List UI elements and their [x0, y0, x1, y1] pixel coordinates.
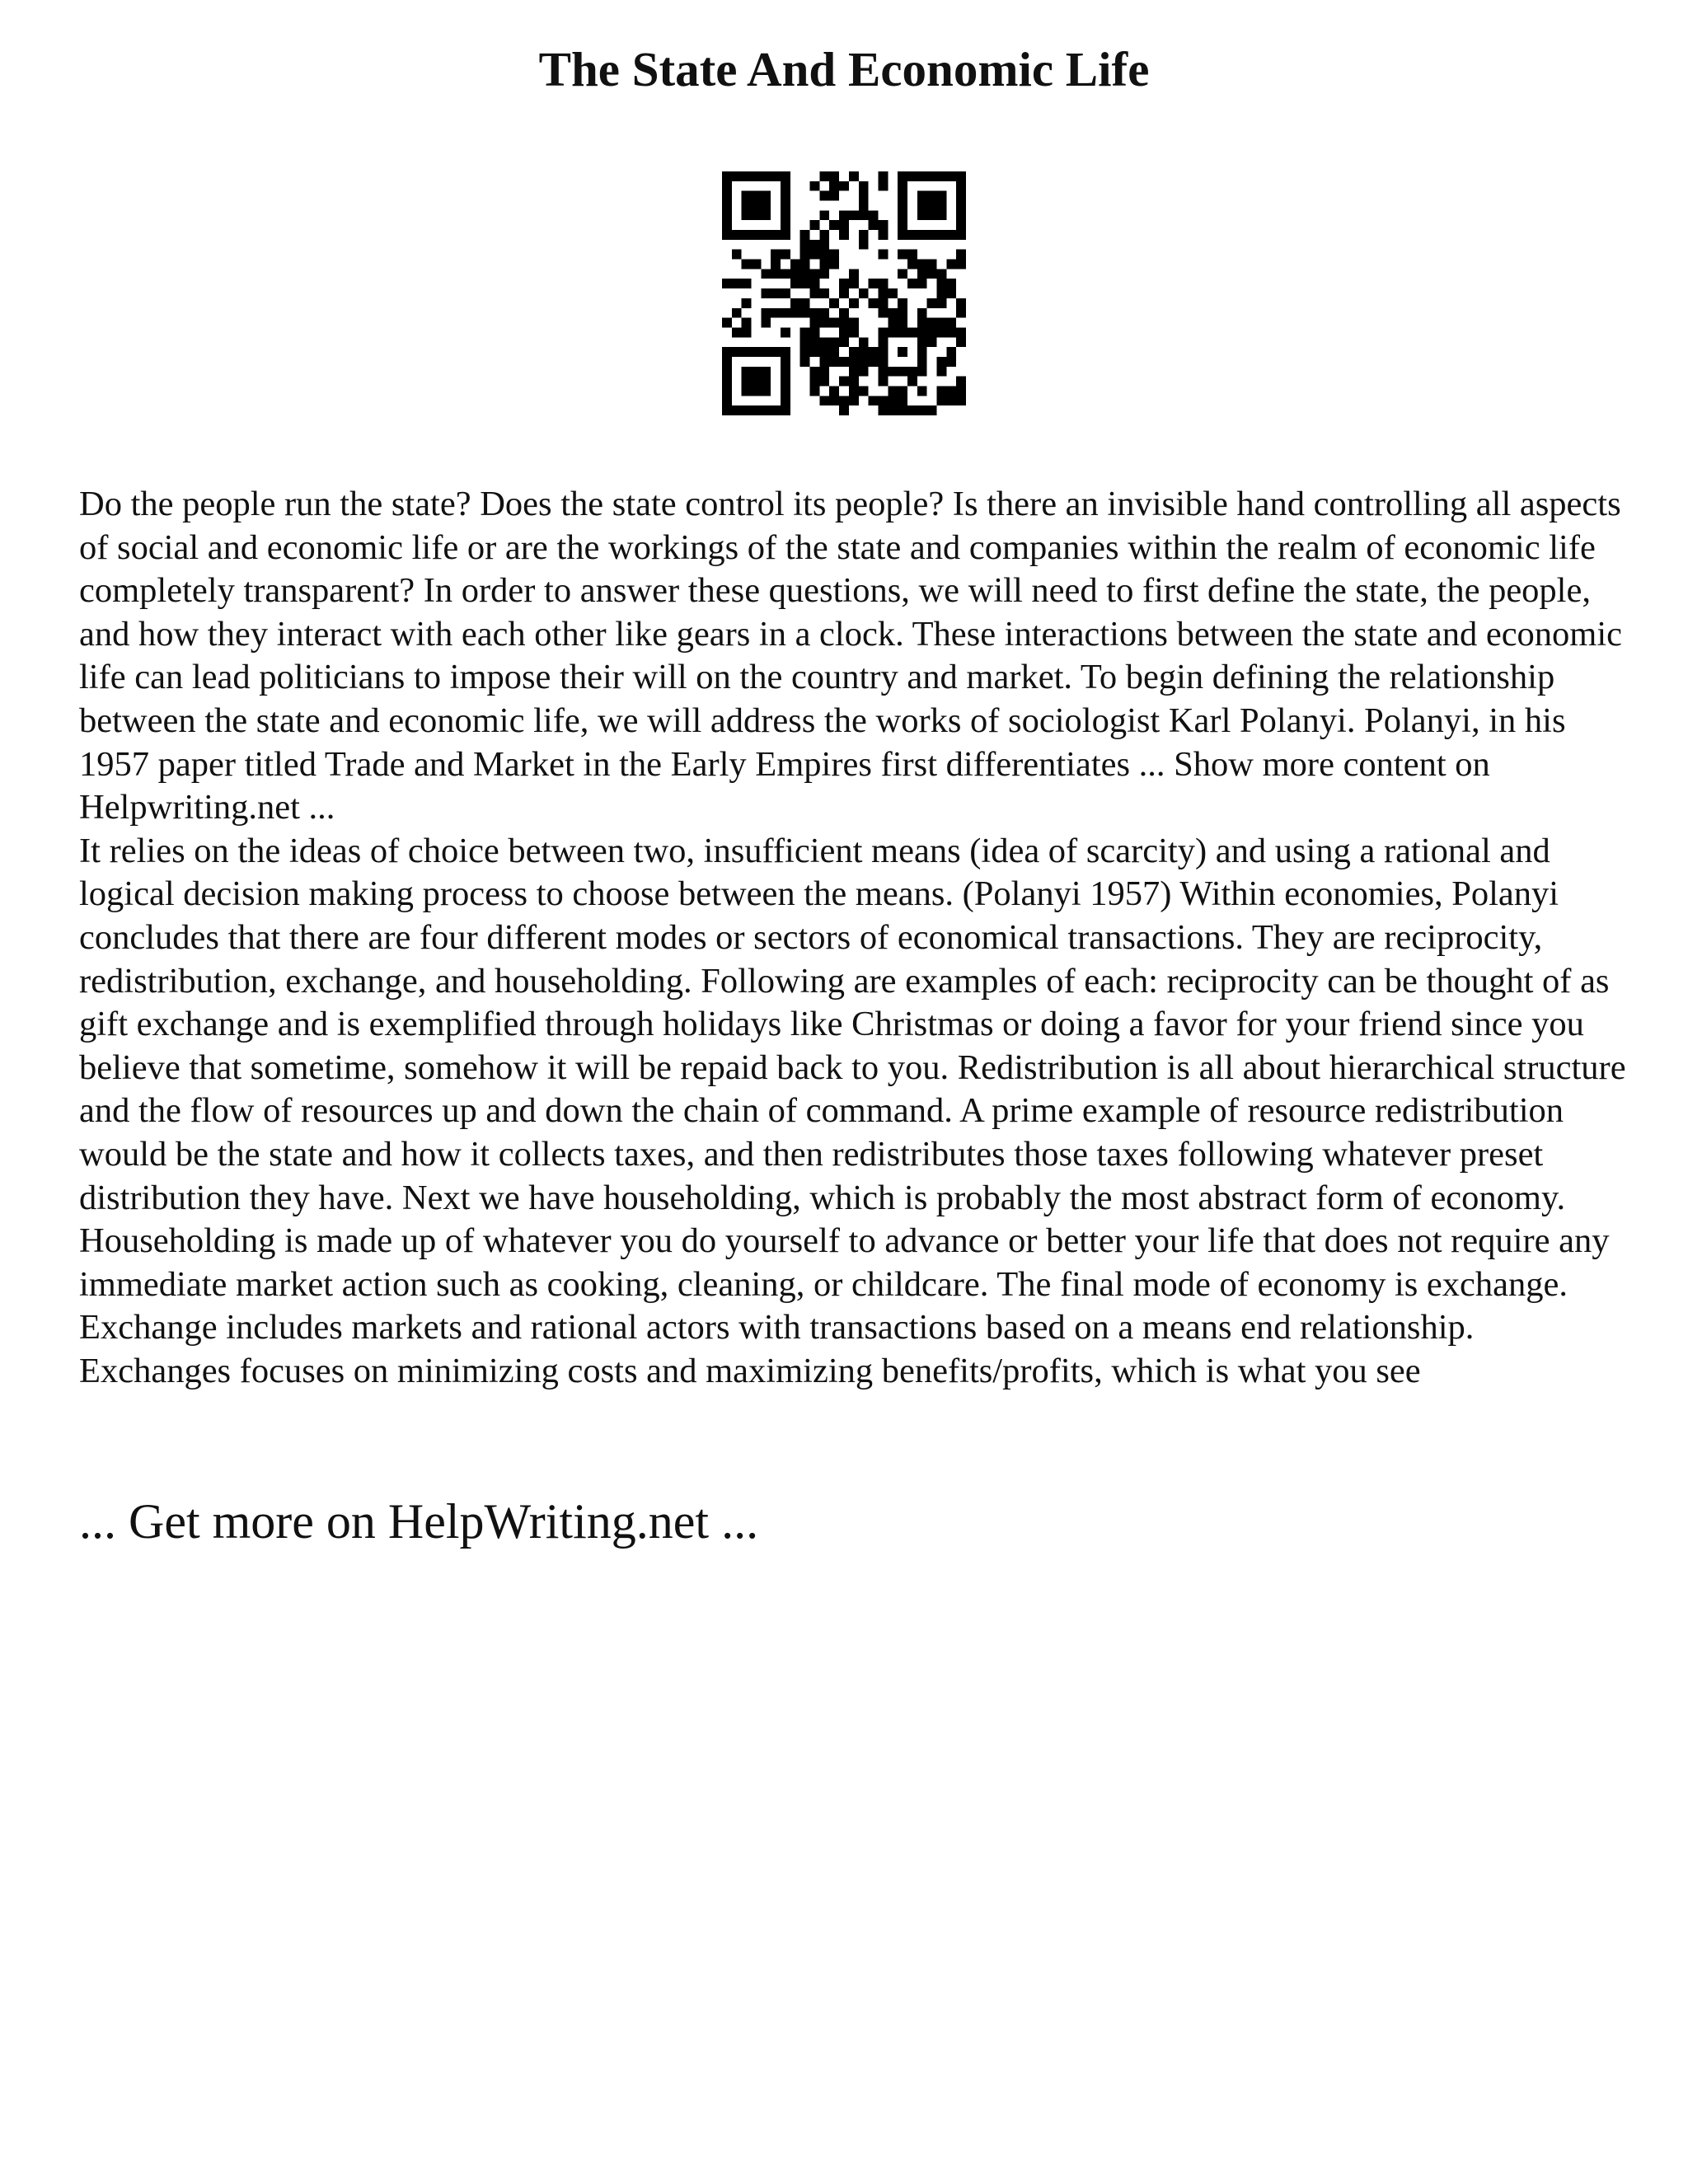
document-body [79, 483, 1629, 1393]
qr-code-icon [722, 171, 966, 415]
body-paragraph-1: Do the people run the state? Does the state control its people? Is there an invisible hand controlling all aspects of social and economic life or are the workings of the state and companies within the realm of economic life completely transparent? In order to answer these questions, we will need to first define the state, the people, and how they interact with each other like gears in a clock. These interactions between the state and economic life can lead politicians to impose their will on the country and market. To begin defining the relationship between the state and economic life, we will address the works of sociologist Karl Polanyi. Polanyi, in his 1957 paper titled Trade and Market in the Early Empires first differentiates ... Show more content on Helpwriting.net ... [79, 485, 1623, 827]
document-title: The State And Economic Life [538, 42, 1150, 96]
body-paragraph-2: It relies on the ideas of choice between two, insufficient means (idea of scarcity) and using a rational and logical decision making process to choose between the means. (Polanyi 1957) Within economies, Polanyi concludes that there are four different modes or sectors of economical transactions. They are reciprocity, redistribution, exchange, and householding. Following are examples of each: reciprocity can be thought of as gift exchange and is exemplified through holidays like Christmas or doing a favor for your friend since you believe that sometime, somehow it will be repaid back to you. Redistribution is all about hierarchical structure and the flow of resources up and down the chain of command. A prime example of resource redistribution would be the state and how it collects taxes, and then redistributes those taxes following whatever preset distribution they have. Next we have householding, which is probably the most abstract form of economy. Householding is made up of whatever you do yourself to advance or better your life that does not require any immediate market action such as cooking, cleaning, or childcare. The final mode of economy is exchange. Exchange includes markets and rational actors with transactions based on a means end relationship. Exchanges focuses on minimizing costs and maximizing benefits/profits, which is what you see [79, 831, 1626, 1390]
get-more-link[interactable]: ... Get more on HelpWriting.net ... [79, 1494, 759, 1549]
